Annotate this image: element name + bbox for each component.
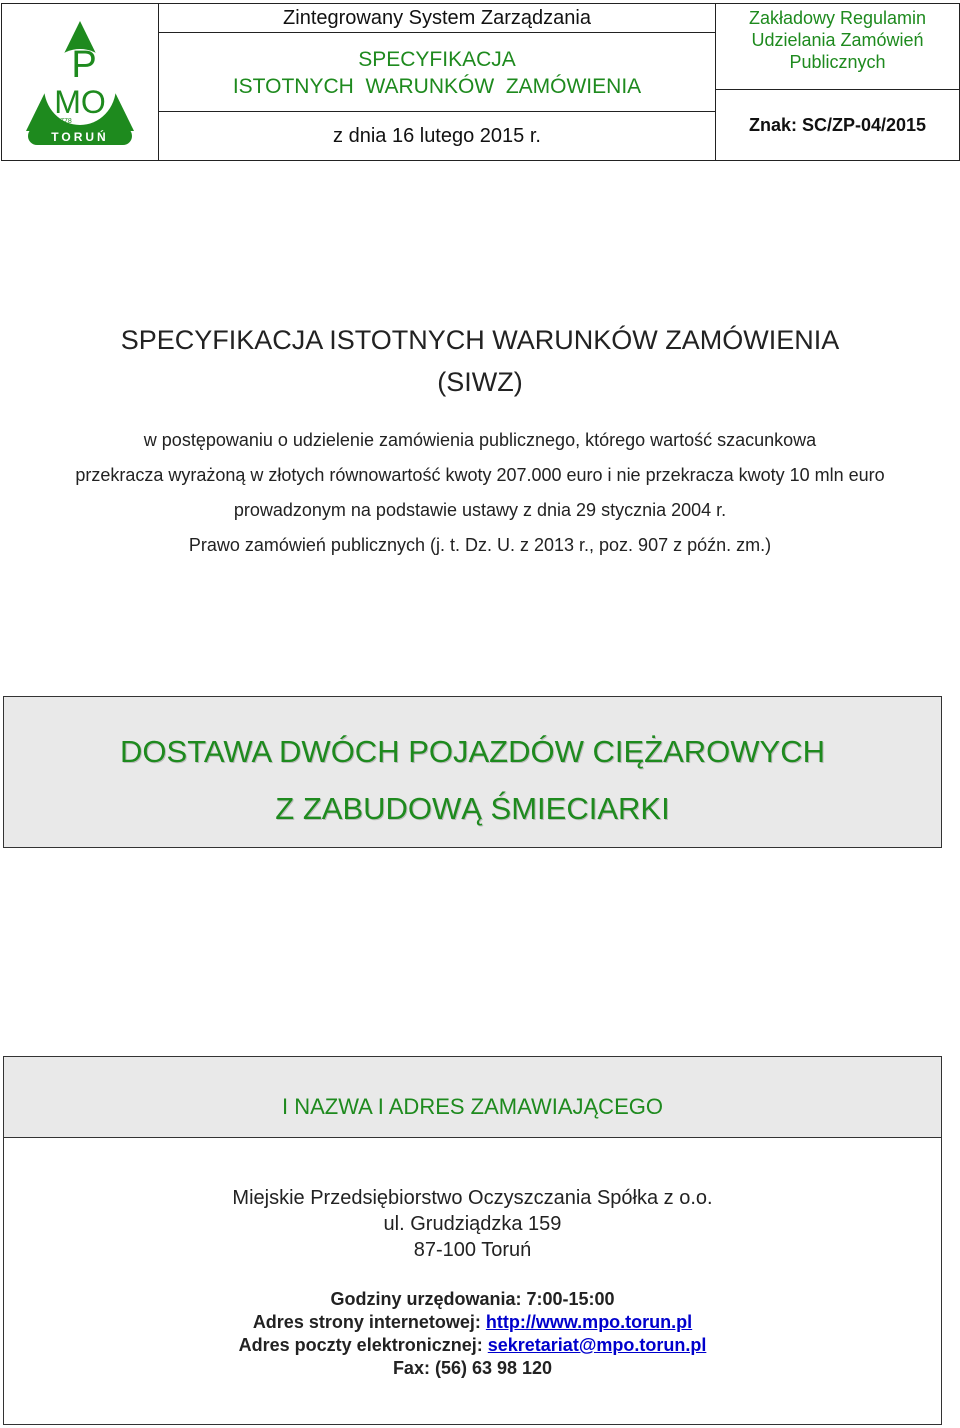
intro-line-4: Prawo zamówień publicznych (j. t. Dz. U. z 2013 r., poz. 907 z późn. zm.) [188, 535, 772, 555]
doc-date-cell [158, 111, 716, 161]
email-row [4, 1334, 941, 1357]
website-label: Adres strony internetowej: [252, 1312, 481, 1332]
email-label: Adres poczty elektronicznej: [238, 1335, 483, 1355]
office-hours: Godziny urzędowania: 7:00-15:00 [330, 1289, 615, 1309]
authority-name: Miejskie Przedsiębiorstwo Oczyszczania Spółka z o.o. [232, 1187, 713, 1209]
website-link[interactable]: http://www.mpo.torun.pl [485, 1312, 693, 1332]
reference-sign: Znak: SC/ZP-04/2015 [748, 115, 927, 135]
order-subject-box [3, 696, 942, 848]
authority-street: ul. Grudziądzka 159 [383, 1213, 562, 1235]
logo-letter-p: P [71, 44, 97, 86]
regulation-line1: Zakładowy Regulamin [748, 8, 927, 28]
doc-date: z dnia 16 lutego 2015 r. [333, 125, 541, 147]
reference-sign-cell [715, 89, 960, 161]
order-subject-line1: DOSTAWA DWÓCH POJAZDÓW CIĘŻAROWYCH [120, 734, 825, 769]
system-name: Zintegrowany System Zarządzania [283, 7, 591, 29]
website-row [4, 1311, 941, 1334]
logo-city: TORUŃ [51, 130, 109, 144]
doc-type-cell [158, 32, 716, 112]
logo-year: 1778 [56, 118, 72, 125]
logo-letters-mo: MO [54, 84, 106, 120]
authority-city: 87-100 Toruń [413, 1239, 532, 1261]
contracting-authority-box [3, 1137, 942, 1425]
logo-cell [1, 3, 159, 161]
document-title-abbr: (SIWZ) [437, 367, 523, 397]
order-subject-line2: Z ZABUDOWĄ ŚMIECIARKI [275, 791, 670, 826]
doc-type-line1: SPECYFIKACJA [358, 48, 516, 71]
section-heading: I NAZWA I ADRES ZAMAWIAJĄCEGO [3, 1056, 942, 1138]
fax-number: Fax: (56) 63 98 120 [392, 1358, 553, 1378]
document-title: SPECYFIKACJA ISTOTNYCH WARUNKÓW ZAMÓWIENIA [120, 325, 840, 355]
system-name-cell [158, 3, 716, 33]
doc-type-line2: ISTOTNYCH WARUNKÓW ZAMÓWIENIA [232, 75, 642, 98]
intro-line-2: przekracza wyrażoną w złotych równowartość kwoty 207.000 euro i nie przekracza kwoty 10 mln euro [75, 465, 885, 485]
email-link[interactable]: sekretariat@mpo.torun.pl [487, 1335, 707, 1355]
regulation-line2: Udzielania Zamówień [751, 30, 924, 50]
regulation-cell [715, 3, 960, 90]
regulation-line3: Publicznych [789, 52, 886, 72]
document-header [0, 0, 960, 162]
mpo-torun-logo-icon [24, 19, 136, 147]
intro-line-1: w postępowaniu o udzielenie zamówienia publicznego, którego wartość szacunkowa [143, 430, 817, 450]
intro-line-3: prowadzonym na podstawie ustawy z dnia 29 stycznia 2004 r. [233, 500, 727, 520]
